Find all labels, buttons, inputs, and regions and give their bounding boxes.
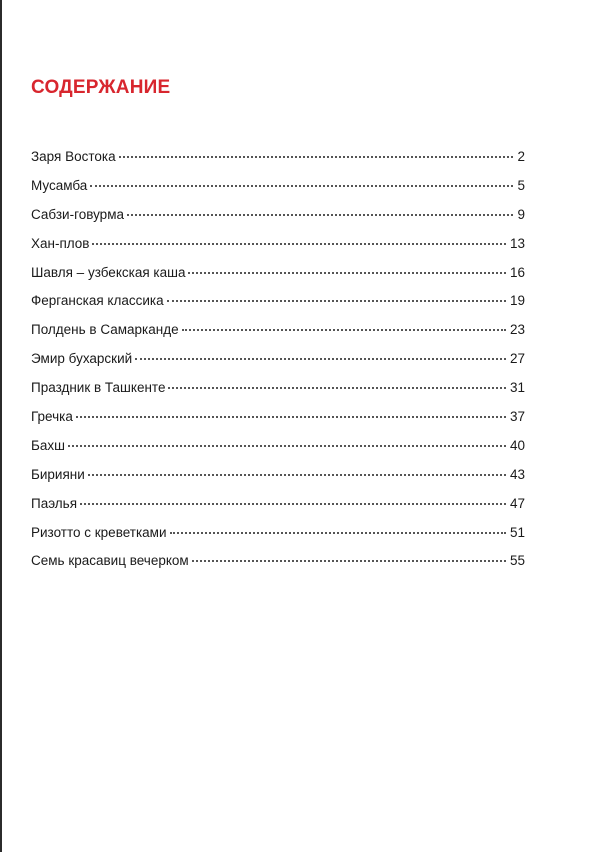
toc-entry[interactable] xyxy=(31,467,525,496)
toc-dot-leader xyxy=(119,156,514,158)
toc-entry-page: 19 xyxy=(509,293,525,309)
toc-dot-leader xyxy=(167,300,506,302)
toc-dot-leader xyxy=(170,532,506,534)
toc-entry[interactable] xyxy=(31,380,525,409)
toc-entry[interactable] xyxy=(31,525,525,554)
toc-dot-leader xyxy=(135,358,506,360)
toc-entry-page: 43 xyxy=(509,466,525,482)
toc-dot-leader xyxy=(88,474,506,476)
toc-entry-label: Ризотто с креветками xyxy=(31,524,167,540)
toc-entry-page: 2 xyxy=(517,149,525,164)
toc-dot-leader xyxy=(192,560,506,562)
toc-entry-label: Мусамба xyxy=(31,177,88,193)
toc-entry-page: 40 xyxy=(509,437,525,453)
toc-dot-leader xyxy=(92,243,505,245)
toc-entry[interactable] xyxy=(31,149,525,178)
toc-entry[interactable] xyxy=(31,322,525,351)
toc-entry-label: Бирияни xyxy=(31,466,85,482)
toc-dot-leader xyxy=(168,387,506,389)
toc-entry-label: Семь красавиц вечерком xyxy=(31,553,189,569)
toc-entry[interactable] xyxy=(31,438,525,467)
toc-entry-label: Шавля – узбекская каша xyxy=(31,264,186,280)
toc-entry-label: Гречка xyxy=(31,409,73,425)
toc-dot-leader xyxy=(188,272,506,274)
toc-dot-leader xyxy=(127,214,514,216)
toc-entry-label: Ферганская классика xyxy=(31,293,164,309)
toc-entry-page: 47 xyxy=(509,495,525,511)
toc-entry-page: 51 xyxy=(509,524,525,540)
toc-entry-label: Полдень в Самарканде xyxy=(31,322,179,338)
toc-entry[interactable] xyxy=(31,409,525,438)
page-left-edge xyxy=(0,0,2,852)
toc-dot-leader xyxy=(80,503,506,505)
toc-entry[interactable] xyxy=(31,265,525,294)
toc-entry-label: Паэлья xyxy=(31,495,78,511)
toc-entry[interactable] xyxy=(31,496,525,525)
toc-entry[interactable] xyxy=(31,293,525,322)
toc-entry-page: 13 xyxy=(509,235,525,251)
toc-list xyxy=(31,149,525,582)
toc-dot-leader xyxy=(182,329,506,331)
toc-entry-page: 37 xyxy=(509,409,525,425)
toc-dot-leader xyxy=(76,416,506,418)
toc-entry-page: 31 xyxy=(509,380,525,396)
toc-entry-page: 55 xyxy=(509,553,525,569)
toc-entry-page: 16 xyxy=(509,264,525,280)
toc-entry-page: 9 xyxy=(517,206,525,222)
toc-dot-leader xyxy=(90,185,513,187)
toc-entry-label: Сабзи-говурма xyxy=(31,206,124,222)
toc-entry-label: Хан-плов xyxy=(31,235,90,251)
toc-entry-label: Бахш xyxy=(31,437,65,453)
toc-entry-page: 23 xyxy=(509,322,525,338)
toc-entry[interactable] xyxy=(31,207,525,236)
toc-entry[interactable] xyxy=(31,351,525,380)
toc-entry[interactable] xyxy=(31,553,525,582)
toc-entry[interactable] xyxy=(31,236,525,265)
toc-entry[interactable] xyxy=(31,178,525,207)
toc-entry-label: Эмир бухарский xyxy=(31,351,133,367)
toc-title: СОДЕРЖАНИЕ xyxy=(31,77,171,98)
toc-dot-leader xyxy=(68,445,506,447)
toc-entry-page: 5 xyxy=(517,177,525,193)
toc-entry-page: 27 xyxy=(509,351,525,367)
toc-entry-label: Заря Востока xyxy=(31,149,116,164)
toc-entry-label: Праздник в Ташкенте xyxy=(31,380,166,396)
